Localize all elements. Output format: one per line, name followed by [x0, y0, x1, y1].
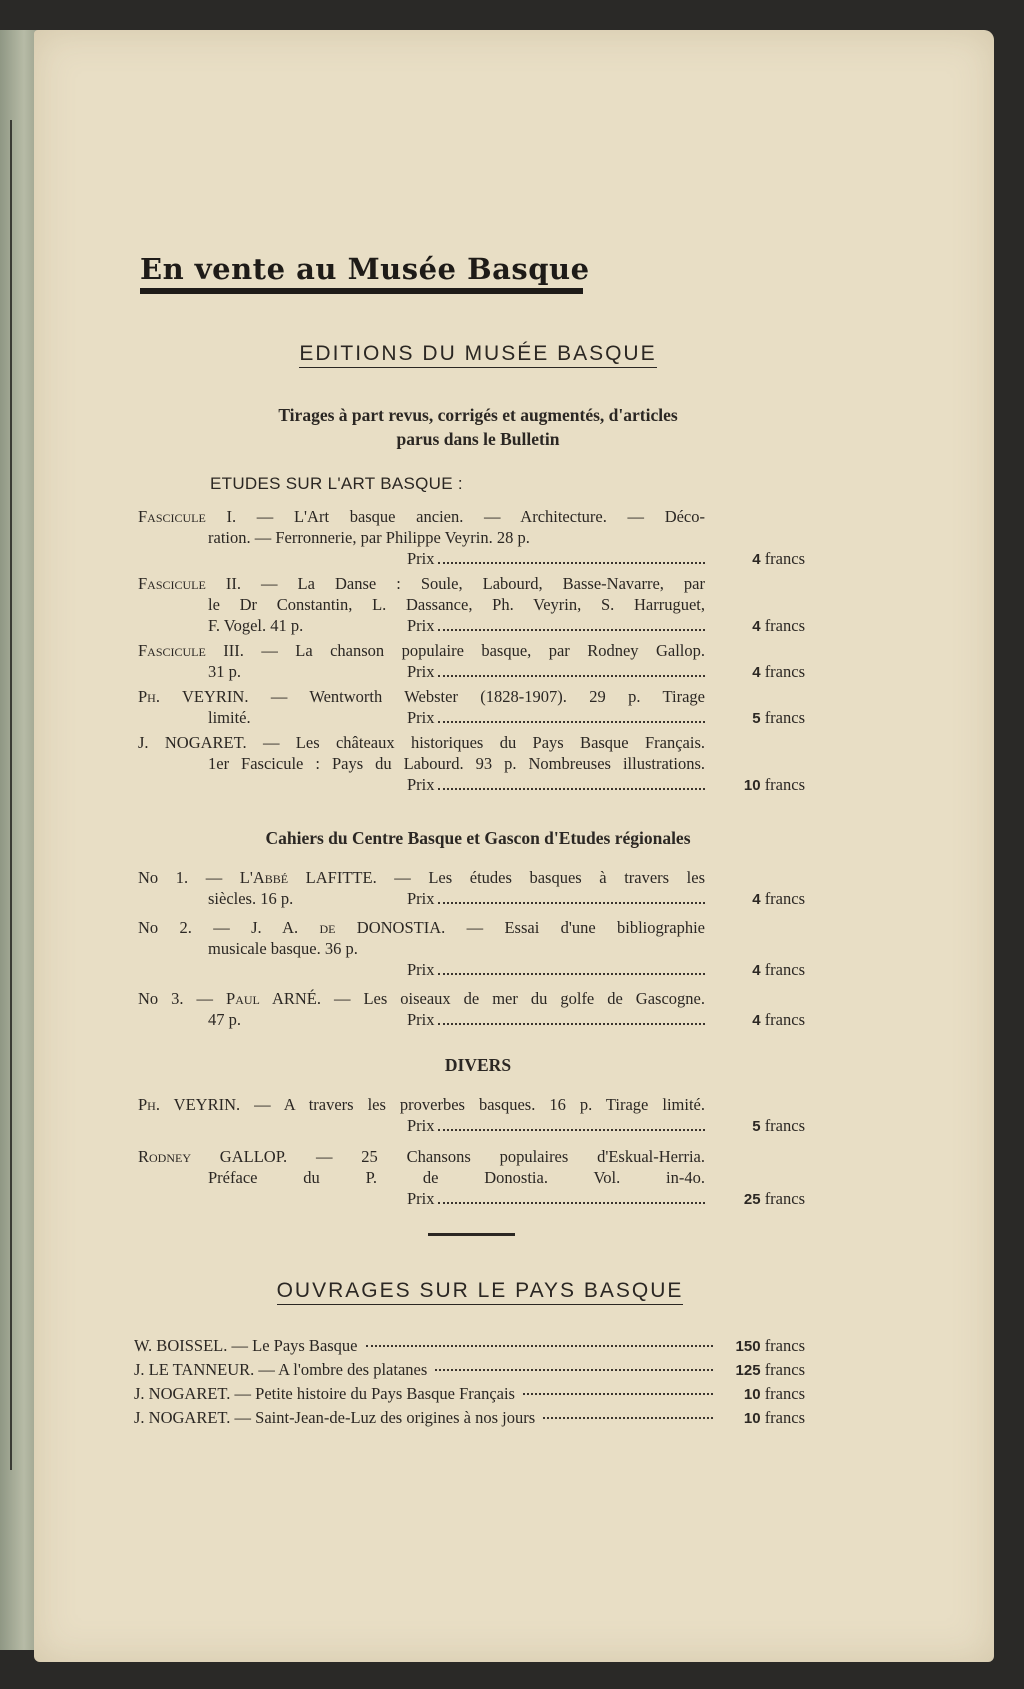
- ouvrage-text: J. LE TANNEUR. — A l'ombre des platanes: [134, 1360, 428, 1379]
- section-divider: [428, 1233, 515, 1236]
- dot-leader: [438, 562, 705, 564]
- price: [752, 661, 805, 683]
- price-unit: francs: [764, 1360, 805, 1379]
- dot-leader: [438, 1023, 705, 1025]
- etudes-label: ETUDES SUR L'ART BASQUE :: [210, 474, 463, 493]
- price: [752, 1009, 805, 1031]
- entry-line: [138, 867, 805, 888]
- price-unit: francs: [764, 549, 805, 568]
- entry-line: [138, 988, 805, 1009]
- entry-text-part: DONOSTIA. — Essai d'une bibliographie: [335, 918, 705, 937]
- dot-leader: [438, 629, 705, 631]
- entry-text-part: No 3. —: [138, 989, 227, 1008]
- entry-author-smallcaps: Fascicule: [138, 574, 206, 593]
- price-amount: 4: [752, 962, 761, 979]
- price-line: [138, 774, 805, 795]
- price: [752, 1115, 805, 1137]
- divers-entries: [138, 1094, 805, 1219]
- price-unit: francs: [764, 1408, 805, 1427]
- dot-leader: [438, 788, 705, 790]
- price-line: [138, 661, 805, 682]
- price-amount: 150: [735, 1338, 761, 1355]
- entry-line: [138, 1146, 805, 1167]
- price-unit: francs: [764, 960, 805, 979]
- price-line-lead: F. Vogel. 41 p.: [208, 616, 304, 635]
- dot-leader: [523, 1393, 713, 1395]
- price-line: [138, 959, 805, 980]
- price-amount: 10: [743, 1410, 761, 1427]
- catalog-entry: [138, 573, 805, 636]
- entry-text: [138, 640, 705, 661]
- catalog-entry: [138, 1146, 805, 1209]
- entry-line: [138, 753, 805, 774]
- prix-label: Prix: [407, 889, 435, 908]
- ouvrages-list: [134, 1334, 805, 1430]
- dot-leader: [438, 902, 705, 904]
- tirages-subheading: [138, 403, 818, 451]
- dot-leader: [438, 1202, 705, 1204]
- ouvrage-text: J. NOGARET. — Petite histoire du Pays Basque Français: [134, 1384, 515, 1403]
- price-unit: francs: [764, 1384, 805, 1403]
- cahiers-heading: Cahiers du Centre Basque et Gascon d'Etudes régionales: [265, 828, 691, 848]
- price-amount: 4: [752, 618, 761, 635]
- price-unit: francs: [764, 889, 805, 908]
- prix-label: Prix: [407, 1010, 435, 1029]
- entry-text-part: 1er Fascicule : Pays du Labourd. 93 p. Nombreuses illustrations.: [208, 754, 705, 773]
- price-amount: 5: [752, 710, 761, 727]
- dot-leader: [438, 721, 705, 723]
- entry-line: [138, 506, 805, 527]
- entry-line: [138, 640, 805, 661]
- entry-text-part: No 1. — L': [138, 868, 253, 887]
- ouvrage-item: [134, 1382, 805, 1406]
- subheading-line: Tirages à part revus, corrigés et augmentés, d'articles: [278, 405, 678, 425]
- price-line: [138, 1115, 805, 1136]
- entry-text: [138, 917, 705, 938]
- price: [752, 615, 805, 637]
- price-line: [138, 1009, 805, 1030]
- price-unit: francs: [764, 708, 805, 727]
- prix-label: Prix: [407, 662, 435, 681]
- ouvrage-text: W. BOISSEL. — Le Pays Basque: [134, 1336, 358, 1355]
- entry-text: [138, 686, 705, 707]
- catalog-entry: [138, 988, 805, 1030]
- entry-author-smallcaps: Fascicule: [138, 641, 206, 660]
- price-amount: 125: [735, 1362, 761, 1379]
- entry-line: [138, 573, 805, 594]
- prix-label: Prix: [407, 1189, 435, 1208]
- entry-text: [138, 988, 705, 1009]
- price: [719, 1334, 805, 1359]
- entry-text: [208, 1167, 705, 1188]
- prix-label: Prix: [407, 960, 435, 979]
- price-amount: 25: [743, 1191, 761, 1208]
- entry-author-smallcaps: de: [319, 918, 336, 937]
- entry-line: [138, 732, 805, 753]
- price-line: [138, 548, 805, 569]
- price-line-lead: 31 p.: [208, 662, 241, 681]
- price-amount: 5: [752, 1118, 761, 1135]
- price-unit: francs: [764, 662, 805, 681]
- entry-text-part: — Wentworth Webster (1828-1907). 29 p. Tirage: [248, 687, 705, 706]
- price-amount: 10: [743, 777, 761, 794]
- entry-text-part: ration. — Ferronnerie, par Philippe Veyrin. 28 p.: [208, 528, 530, 547]
- entry-text: [208, 753, 705, 774]
- divers-heading: DIVERS: [444, 1055, 512, 1075]
- subheading-line: parus dans le Bulletin: [396, 429, 560, 449]
- price-amount: 10: [743, 1386, 761, 1403]
- entry-author-smallcaps: Abbé: [252, 868, 289, 887]
- entry-line: [138, 527, 805, 548]
- price: [744, 774, 805, 796]
- price-line: [138, 888, 805, 909]
- editions-entries: [138, 506, 805, 799]
- price-amount: 4: [752, 891, 761, 908]
- entry-text-part: I. — L'Art basque ancien. — Architecture. — Déco-: [205, 507, 705, 526]
- price-unit: francs: [764, 1189, 805, 1208]
- price: [744, 1188, 805, 1210]
- price: [752, 707, 805, 729]
- entry-text-part: LAFITTE. — Les études basques à travers les: [288, 868, 705, 887]
- entry-text-part: J. NOGARET. — Les châteaux historiques du Pays Basque Français.: [138, 733, 705, 752]
- price-line: [138, 1188, 805, 1209]
- prix-label: Prix: [407, 616, 435, 635]
- price: [719, 1406, 805, 1431]
- price-line: [138, 707, 805, 728]
- prix-label: Prix: [407, 708, 435, 727]
- price-unit: francs: [764, 1010, 805, 1029]
- price-unit: francs: [764, 1336, 805, 1355]
- entry-text-part: — A travers les proverbes basques. 16 p. Tirage limité.: [240, 1095, 705, 1114]
- entry-text: [138, 732, 705, 753]
- price-amount: 4: [752, 1012, 761, 1029]
- price-line-lead: limité.: [208, 708, 251, 727]
- price-amount: 4: [752, 664, 761, 681]
- entry-text: [138, 1094, 705, 1115]
- price-unit: francs: [764, 775, 805, 794]
- entry-author-smallcaps: Ph. VEYRIN.: [138, 1095, 241, 1114]
- price-line: [138, 615, 805, 636]
- prix-label: Prix: [407, 1116, 435, 1135]
- ouvrage-item: [134, 1358, 805, 1382]
- entry-text: [208, 527, 705, 548]
- dot-leader: [438, 1129, 705, 1131]
- entry-author-smallcaps: Rodney: [138, 1147, 191, 1166]
- page-title: En vente au Musée Basque: [140, 252, 590, 286]
- dot-leader: [435, 1369, 713, 1371]
- catalog-entry: [138, 917, 805, 980]
- entry-text-part: II. — La Danse : Soule, Labourd, Basse-Navarre, par: [205, 574, 705, 593]
- entry-text: [138, 1146, 705, 1167]
- catalog-entry: [138, 867, 805, 909]
- dot-leader: [543, 1417, 713, 1419]
- price-amount: 4: [752, 551, 761, 568]
- entry-author-smallcaps: Paul: [226, 989, 260, 1008]
- price-unit: francs: [764, 616, 805, 635]
- entry-line: [138, 938, 805, 959]
- entry-line: [138, 1094, 805, 1115]
- cahiers-entries: [138, 867, 805, 1038]
- price-line-lead: 47 p.: [208, 1010, 241, 1029]
- price: [719, 1358, 805, 1383]
- price: [719, 1382, 805, 1407]
- dot-leader: [438, 973, 705, 975]
- ouvrages-heading: OUVRAGES SUR LE PAYS BASQUE: [200, 1279, 760, 1303]
- title-underline: [140, 288, 583, 294]
- catalog-entry: [138, 732, 805, 795]
- entry-text-part: Préface du P. de Donostia. Vol. in-4o.: [208, 1168, 705, 1187]
- catalog-entry: [138, 1094, 805, 1136]
- dot-leader: [438, 675, 705, 677]
- entry-text: [208, 594, 705, 615]
- entry-line: [138, 917, 805, 938]
- entry-author-smallcaps: Fascicule: [138, 507, 206, 526]
- ouvrage-item: [134, 1334, 805, 1358]
- prix-label: Prix: [407, 549, 435, 568]
- price-line-lead: siècles. 16 p.: [208, 889, 294, 908]
- entry-text-part: musicale basque. 36 p.: [208, 939, 358, 958]
- entry-line: [138, 594, 805, 615]
- prix-label: Prix: [407, 775, 435, 794]
- entry-text-part: le Dr Constantin, L. Dassance, Ph. Veyrin, S. Harruguet,: [208, 595, 705, 614]
- entry-text: [138, 506, 705, 527]
- catalog-entry: [138, 686, 805, 728]
- catalog-entry: [138, 506, 805, 569]
- ouvrage-item: [134, 1406, 805, 1430]
- adjacent-page-rule: [10, 120, 12, 1470]
- catalog-entry: [138, 640, 805, 682]
- price: [752, 888, 805, 910]
- entry-line: [138, 1167, 805, 1188]
- entry-text: [138, 867, 705, 888]
- ouvrage-text: J. NOGARET. — Saint-Jean-de-Luz des origines à nos jours: [134, 1408, 536, 1427]
- entry-text-part: ARNÉ. — Les oiseaux de mer du golfe de Gascogne.: [259, 989, 705, 1008]
- entry-author-smallcaps: Ph. VEYRIN.: [138, 687, 249, 706]
- price: [752, 959, 805, 981]
- entry-line: [138, 686, 805, 707]
- entry-text: [138, 573, 705, 594]
- price: [752, 548, 805, 570]
- entry-text: [208, 938, 705, 959]
- price-unit: francs: [764, 1116, 805, 1135]
- editions-heading: EDITIONS DU MUSÉE BASQUE: [238, 342, 718, 366]
- entry-text-part: No 2. — J. A.: [138, 918, 320, 937]
- entry-text-part: GALLOP. — 25 Chansons populaires d'Eskual-Herria.: [191, 1147, 705, 1166]
- entry-text-part: III. — La chanson populaire basque, par Rodney Gallop.: [205, 641, 705, 660]
- dot-leader: [366, 1345, 713, 1347]
